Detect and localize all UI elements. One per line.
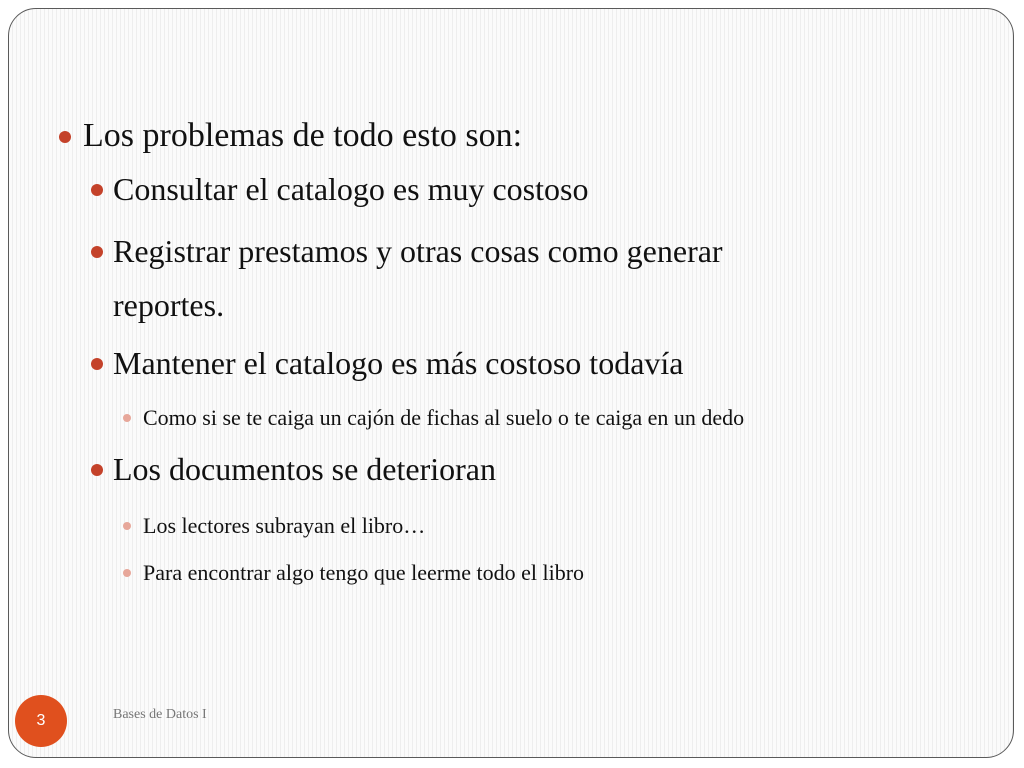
bullet-dot-icon: [91, 358, 103, 370]
sub-bullet-dot-icon: [123, 569, 131, 577]
sub-bullet-dot-icon: [123, 414, 131, 422]
slide-content: [9, 9, 1013, 757]
bullet-dot-icon: [91, 184, 103, 196]
bullet-dot-icon: [59, 131, 71, 143]
bullet-text: Registrar prestamos y otras cosas como generar: [113, 233, 723, 269]
bullet-item: [91, 345, 683, 382]
bullet-dot-icon: [91, 464, 103, 476]
sub-bullet-text: Para encontrar algo tengo que leerme todo el libro: [143, 560, 585, 585]
bullet-dot-icon: [91, 246, 103, 258]
footer-text: Bases de Datos I: [113, 707, 207, 722]
bullet-text-continuation: reportes.: [113, 287, 225, 323]
sub-bullet-text: Como si se te caiga un cajón de fichas al suelo o te caiga en un dedo: [143, 405, 745, 430]
sub-bullet-item: [123, 513, 425, 539]
bullet-text: Consultar el catalogo es muy costoso: [113, 171, 589, 207]
sub-bullet-text: Los lectores subrayan el libro…: [143, 513, 426, 538]
sub-bullet-item: [123, 560, 584, 586]
slide: [8, 8, 1014, 758]
bullet-item: [59, 117, 522, 155]
bullet-item: [91, 233, 723, 270]
bullet-text: Mantener el catalogo es más costoso todavía: [113, 345, 684, 381]
bullet-text: Los documentos se deterioran: [113, 451, 496, 487]
bullet-text: Los problemas de todo esto son:: [83, 117, 523, 154]
page-number-badge: [15, 695, 67, 747]
sub-bullet-dot-icon: [123, 522, 131, 530]
page-number: 3: [36, 712, 46, 729]
bullet-item: [91, 451, 496, 488]
bullet-item: [91, 171, 588, 208]
sub-bullet-item: [123, 405, 744, 431]
